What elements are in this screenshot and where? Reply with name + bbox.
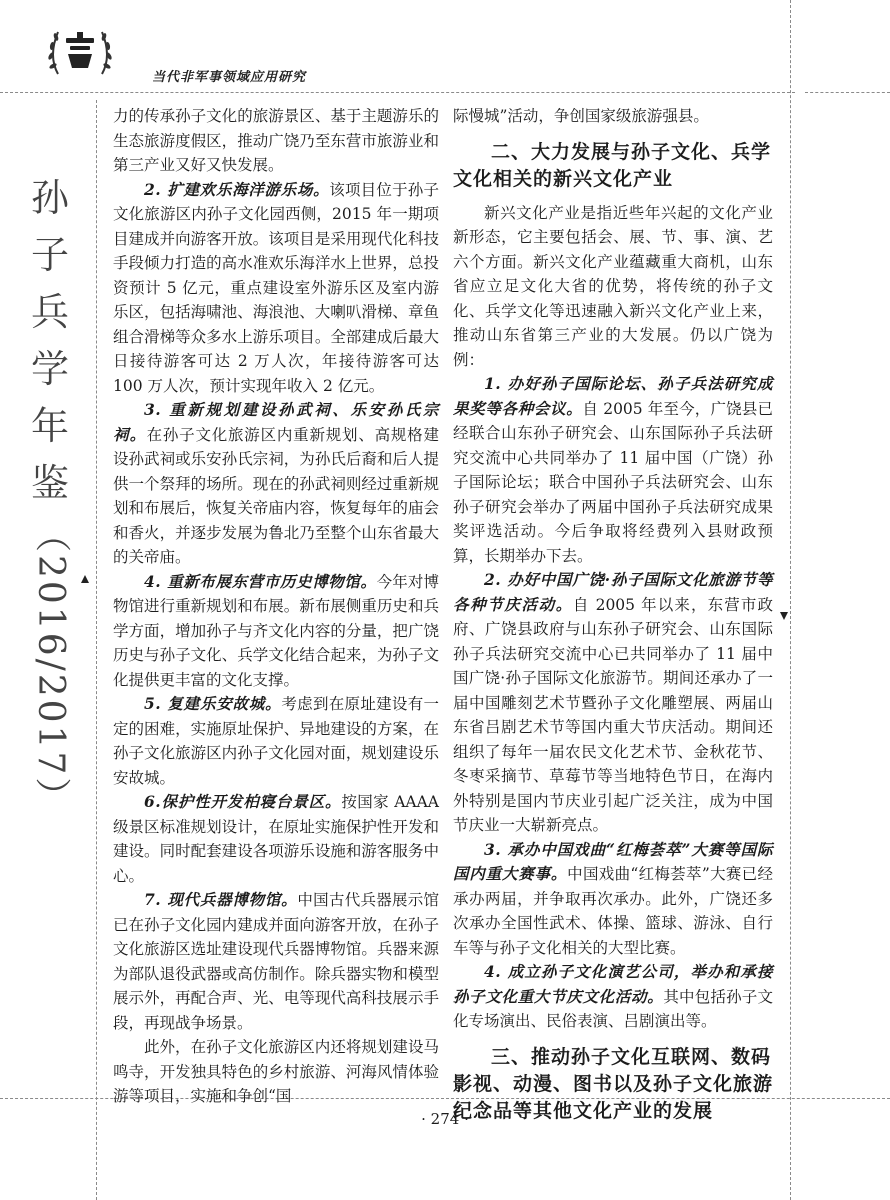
section-heading: 二、大力发展与孙子文化、兵学文化相关的新兴文化产业 bbox=[453, 140, 772, 190]
numbered-item bbox=[453, 372, 773, 568]
down-arrow-icon bbox=[780, 612, 788, 620]
side-title-char: 鉴 bbox=[30, 461, 69, 505]
top-rule-right bbox=[805, 92, 890, 93]
top-rule bbox=[0, 92, 795, 93]
item-text: 今年对博物馆进行重新规划和布展。新布展侧重历史和兵学方面，增加孙子与齐文化内容的分量，把广饶历史与孙子文化、兵学文化结合起来，为孙子文化提供更丰富的文化支撑。 bbox=[113, 572, 439, 689]
body-paragraph bbox=[453, 201, 773, 373]
yearbook-side-title bbox=[24, 170, 76, 816]
item-text: 该项目位于孙子文化旅游区内孙子文化园西侧，2015 年一期项目建成并向游客开放。该项目是采用现代化科技手段倾力打造的高水准欢乐海洋水上世界，总投资预计 5 亿元，重点建设室外游乐区及室内游乐区，包括海啸池、海浪池、大喇叭滑梯、章鱼组合滑梯等众多水上游乐项目。全部建成后最大日接待游客可达 2 万人次，年接待游客可达 100 万人次，预计实现年收入 2 亿元。 bbox=[113, 180, 439, 395]
body-paragraph bbox=[113, 1035, 439, 1109]
item-text: 在孙子文化旅游区内重新规划、高规格建设孙武祠或乐安孙氏宗祠，为孙氏后裔和后人提供一个祭拜的场所。现在的孙武祠则经过重新规划和布展后，恢复关帝庙内容，恢复每年的庙会和香火，并逐步发展为鲁北乃至整个山东省最大的关帝庙。 bbox=[113, 425, 439, 566]
item-text: 中国古代兵器展示馆已在孙子文化园内建成并面向游客开放，在孙子文化旅游区选址建设现代兵器博物馆。兵器来源为部队退役武器或高仿制作。除兵器实物和模型展示外，再配合声、光、电等现代高科技展示手段，再现战争场景。 bbox=[113, 891, 439, 1032]
side-title-char: 兵 bbox=[30, 290, 69, 334]
item-lead: 4. 重新布展东营市历史博物馆。 bbox=[144, 571, 377, 591]
numbered-item bbox=[113, 692, 439, 790]
item-text: 自 2005 年至今，广饶县已经联合山东孙子研究会、山东国际孙子兵法研究交流中心共同举办了 11 届中国（广饶）孙子国际论坛；联合中国孙子兵法研究会、山东孙子研究会举办了两届中国孙子兵法研究成果奖评选活动。今后争取将经费列入县财政预算，长期举办下去。 bbox=[453, 399, 773, 565]
laurel-emblem-icon bbox=[44, 22, 116, 84]
numbered-item bbox=[453, 568, 773, 838]
numbered-item bbox=[113, 790, 439, 888]
page-number: · 274 · bbox=[421, 1110, 469, 1128]
item-lead: 3. 承办中国戏曲“红梅荟萃”大赛等国际国内重大赛事。 bbox=[453, 839, 773, 883]
section-heading: 三、推动孙子文化互联网、数码影视、动漫、图书以及孙子文化旅游纪念品等其他文化产业的发展 bbox=[453, 1045, 774, 1122]
side-title-char: 学 bbox=[30, 347, 69, 391]
item-lead: 7. 现代兵器博物馆。 bbox=[144, 890, 298, 909]
numbered-item bbox=[453, 960, 773, 1034]
numbered-item bbox=[113, 888, 439, 1035]
item-lead: 6.保护性开发柏寝台景区。 bbox=[144, 792, 342, 811]
numbered-item bbox=[113, 570, 439, 693]
running-header: 当代非军事领域应用研究 bbox=[152, 70, 307, 85]
item-text: 按国家 AAAA 级景区标准规划设计，在原址实施保护性开发和建设。同时配套建设各项游乐设施和游客服务中心。 bbox=[113, 793, 439, 885]
body-paragraph bbox=[113, 104, 439, 178]
numbered-item bbox=[113, 178, 439, 399]
item-lead: 3. 重新规划建设孙武祠、乐安孙氏宗祠。 bbox=[113, 400, 439, 444]
item-text: 新兴文化产业是指近些年兴起的文化产业新形态，它主要包括会、展、节、事、演、艺六个方面。新兴文化产业蕴藏重大商机，山东省应立足文化大省的优势，将传统的孙子文化、兵学文化等迅速融入新兴文化产业上来，推动山东省第三产业的大发展。仍以广饶为例： bbox=[453, 203, 773, 369]
item-text: 考虑到在原址建设有一定的困难，实施原址保护、异地建设的方案，在孙子文化旅游区内孙子文化园对面，规划建设乐安故城。 bbox=[113, 695, 439, 787]
item-text: 力的传承孙子文化的旅游景区、基于主题游乐的生态旅游度假区，推动广饶乃至东营市旅游业和第三产业又好又快发展。 bbox=[113, 107, 439, 174]
side-title-char: 年 bbox=[30, 404, 69, 448]
up-arrow-icon bbox=[81, 575, 89, 583]
item-text: 其中包括孙子文化专场演出、民俗表演、吕剧演出等。 bbox=[453, 987, 773, 1030]
side-title-char: 孙 bbox=[30, 176, 69, 220]
item-text: 自 2005 年以来，东营市政府、广饶县政府与山东孙子研究会、山东国际孙子兵法研究交流中心已共同举办了 11 届中国广饶·孙子国际文化旅游节。期间还承办了一届中国雕刻艺术节暨孙子文化雕塑展、两届山东省吕剧艺术节等国内重大节庆活动。期间还组织了每年一届农民文化艺术节、金秋花节、冬枣采摘节、草莓节等当地特色节日，在海内外特别是国内节庆业引起广泛关注，成为中国节庆业一大崭新亮点。 bbox=[453, 595, 773, 834]
item-lead: 1. 办好孙子国际论坛、孙子兵法研究成果奖等各种会议。 bbox=[453, 374, 773, 418]
yearbook-logo bbox=[44, 22, 116, 84]
numbered-item bbox=[113, 398, 439, 570]
item-lead: 4. 成立孙子文化演艺公司，举办和承接孙子文化重大节庆文化活动。 bbox=[453, 962, 773, 1006]
item-text: 此外，在孙子文化旅游区内还将规划建设马鸣寺，开发独具特色的乡村旅游、河海风情体验游等项目，实施和争创“国 bbox=[113, 1038, 439, 1105]
right-vertical-rule bbox=[790, 0, 791, 1200]
side-title-year: （2016/2017） bbox=[30, 516, 71, 817]
left-vertical-rule bbox=[96, 100, 97, 1200]
item-text: 中国戏曲“红梅荟萃”大赛已经承办两届，并争取再次承办。此外，广饶还多次承办全国性武术、体操、篮球、游泳、自行车等与孙子文化相关的大型比赛。 bbox=[453, 865, 773, 957]
text-column-right bbox=[453, 104, 773, 1133]
item-lead: 2. 扩建欢乐海洋游乐场。 bbox=[144, 179, 330, 199]
body-paragraph bbox=[453, 104, 773, 129]
item-lead: 5. 复建乐安故城。 bbox=[144, 694, 282, 713]
text-column-left bbox=[113, 104, 439, 1109]
item-text: 际慢城”活动，争创国家级旅游强县。 bbox=[453, 107, 709, 125]
numbered-item bbox=[453, 838, 773, 961]
item-lead: 2. 办好中国广饶·孙子国际文化旅游节等各种节庆活动。 bbox=[453, 570, 773, 614]
side-title-char: 子 bbox=[30, 233, 69, 277]
